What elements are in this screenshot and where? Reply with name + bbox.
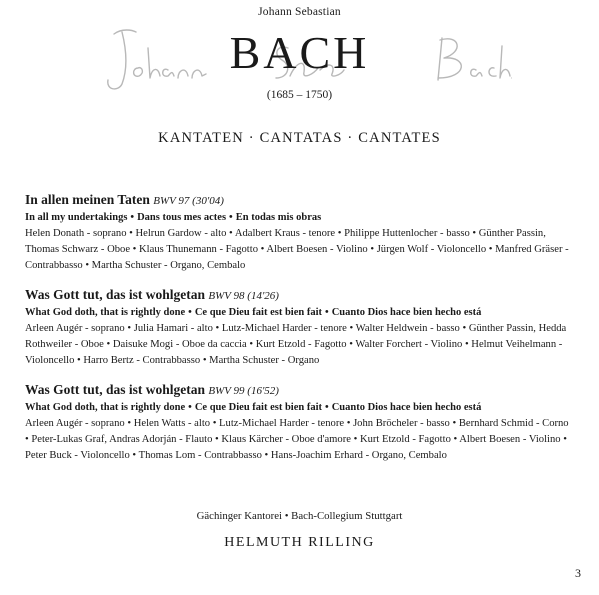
composer-dates: (1685 – 1750) (266, 89, 333, 101)
performer-credits: Arleen Augér - soprano • Julia Hamari - alto • Lutz-Michael Harder - tenore • Walter Heldwein - basso • Günther Passin, Hedda Rothweiler - Oboe • Daisuke Mogi - Oboe da caccia • Kurt Etzold - Fagotto • Walter Forchert - Violino • Helmut Veihelmann - Violoncello • Harro Bertz - Contrabbasso • Martha Schuster - Organo (25, 323, 567, 366)
translation-french: Ce que Dieu fait est bien fait (194, 402, 322, 413)
title-translations: In all my undertakings • Dans tous mes actes • En todas mis obras (25, 212, 322, 223)
translation-english: What God doth, that is rightly done (25, 307, 186, 318)
bwv-duration: BWV 98 (14'26) (208, 290, 279, 302)
bwv-duration: BWV 97 (30'04) (153, 195, 224, 207)
cantata-list (25, 191, 570, 476)
cantata-title-line (25, 191, 570, 210)
translation-spanish: En todas mis obras (235, 212, 322, 223)
collection-subtitle: KANTATEN · CANTATAS · CANTATES (158, 130, 441, 146)
cantata-title-line (25, 381, 570, 400)
translation-french: Dans tous mes actes (137, 212, 227, 223)
cantata-title: In allen meinen Taten (25, 192, 150, 207)
translation-english: In all my undertakings (25, 212, 128, 223)
translation-spanish: Cuanto Dios hace bien hecho está (331, 402, 482, 413)
title-translations: What God doth, that is rightly done • Ce que Dieu fait est bien fait • Cuanto Dios hace bien hecho está (25, 307, 482, 318)
cantata-entry (25, 286, 570, 369)
cantata-entry (25, 381, 570, 464)
title-translations: What God doth, that is rightly done • Ce que Dieu fait est bien fait • Cuanto Dios hace bien hecho está (25, 402, 482, 413)
performer-credits: Helen Donath - soprano • Helrun Gardow - alto • Adalbert Kraus - tenore • Philippe Huttenlocher - basso • Günther Passin, Thomas Schwarz - Oboe • Klaus Thunemann - Fagotto • Albert Boesen - Violino • Jürgen Wolf - Violoncello • Manfred Gräser - Contrabbasso • Martha Schuster - Organo, Cembalo (25, 228, 569, 271)
translation-english: What God doth, that is rightly done (25, 402, 186, 413)
cantata-title-line (25, 286, 570, 305)
page-number: 3 (575, 566, 581, 580)
composer-surname: BACH (229, 27, 370, 78)
composer-first-names: Johann Sebastian (258, 6, 341, 18)
ensembles-credit: Gächinger Kantorei • Bach-Collegium Stuttgart (196, 510, 403, 522)
translation-french: Ce que Dieu fait est bien fait (194, 307, 322, 318)
cantata-title: Was Gott tut, das ist wohlgetan (25, 382, 206, 397)
cantata-entry (25, 191, 570, 274)
cantata-title: Was Gott tut, das ist wohlgetan (25, 287, 206, 302)
conductor-name: HELMUTH RILLING (224, 535, 375, 550)
translation-spanish: Cuanto Dios hace bien hecho está (331, 307, 482, 318)
bwv-duration: BWV 99 (16'52) (208, 385, 279, 397)
performer-credits: Arleen Augér - soprano • Helen Watts - alto • Lutz-Michael Harder - tenore • John Bröcheler - basso • Bernhard Schmid - Corno • Peter-Lukas Graf, Andras Adorján - Flauto • Klaus Kärcher - Oboe d'amore • Kurt Etzold - Fagotto • Albert Boesen - Violino • Peter Buck - Violoncello • Thomas Lom - Contrabbasso • Hans-Joachim Erhard - Organo, Cembalo (25, 418, 569, 461)
